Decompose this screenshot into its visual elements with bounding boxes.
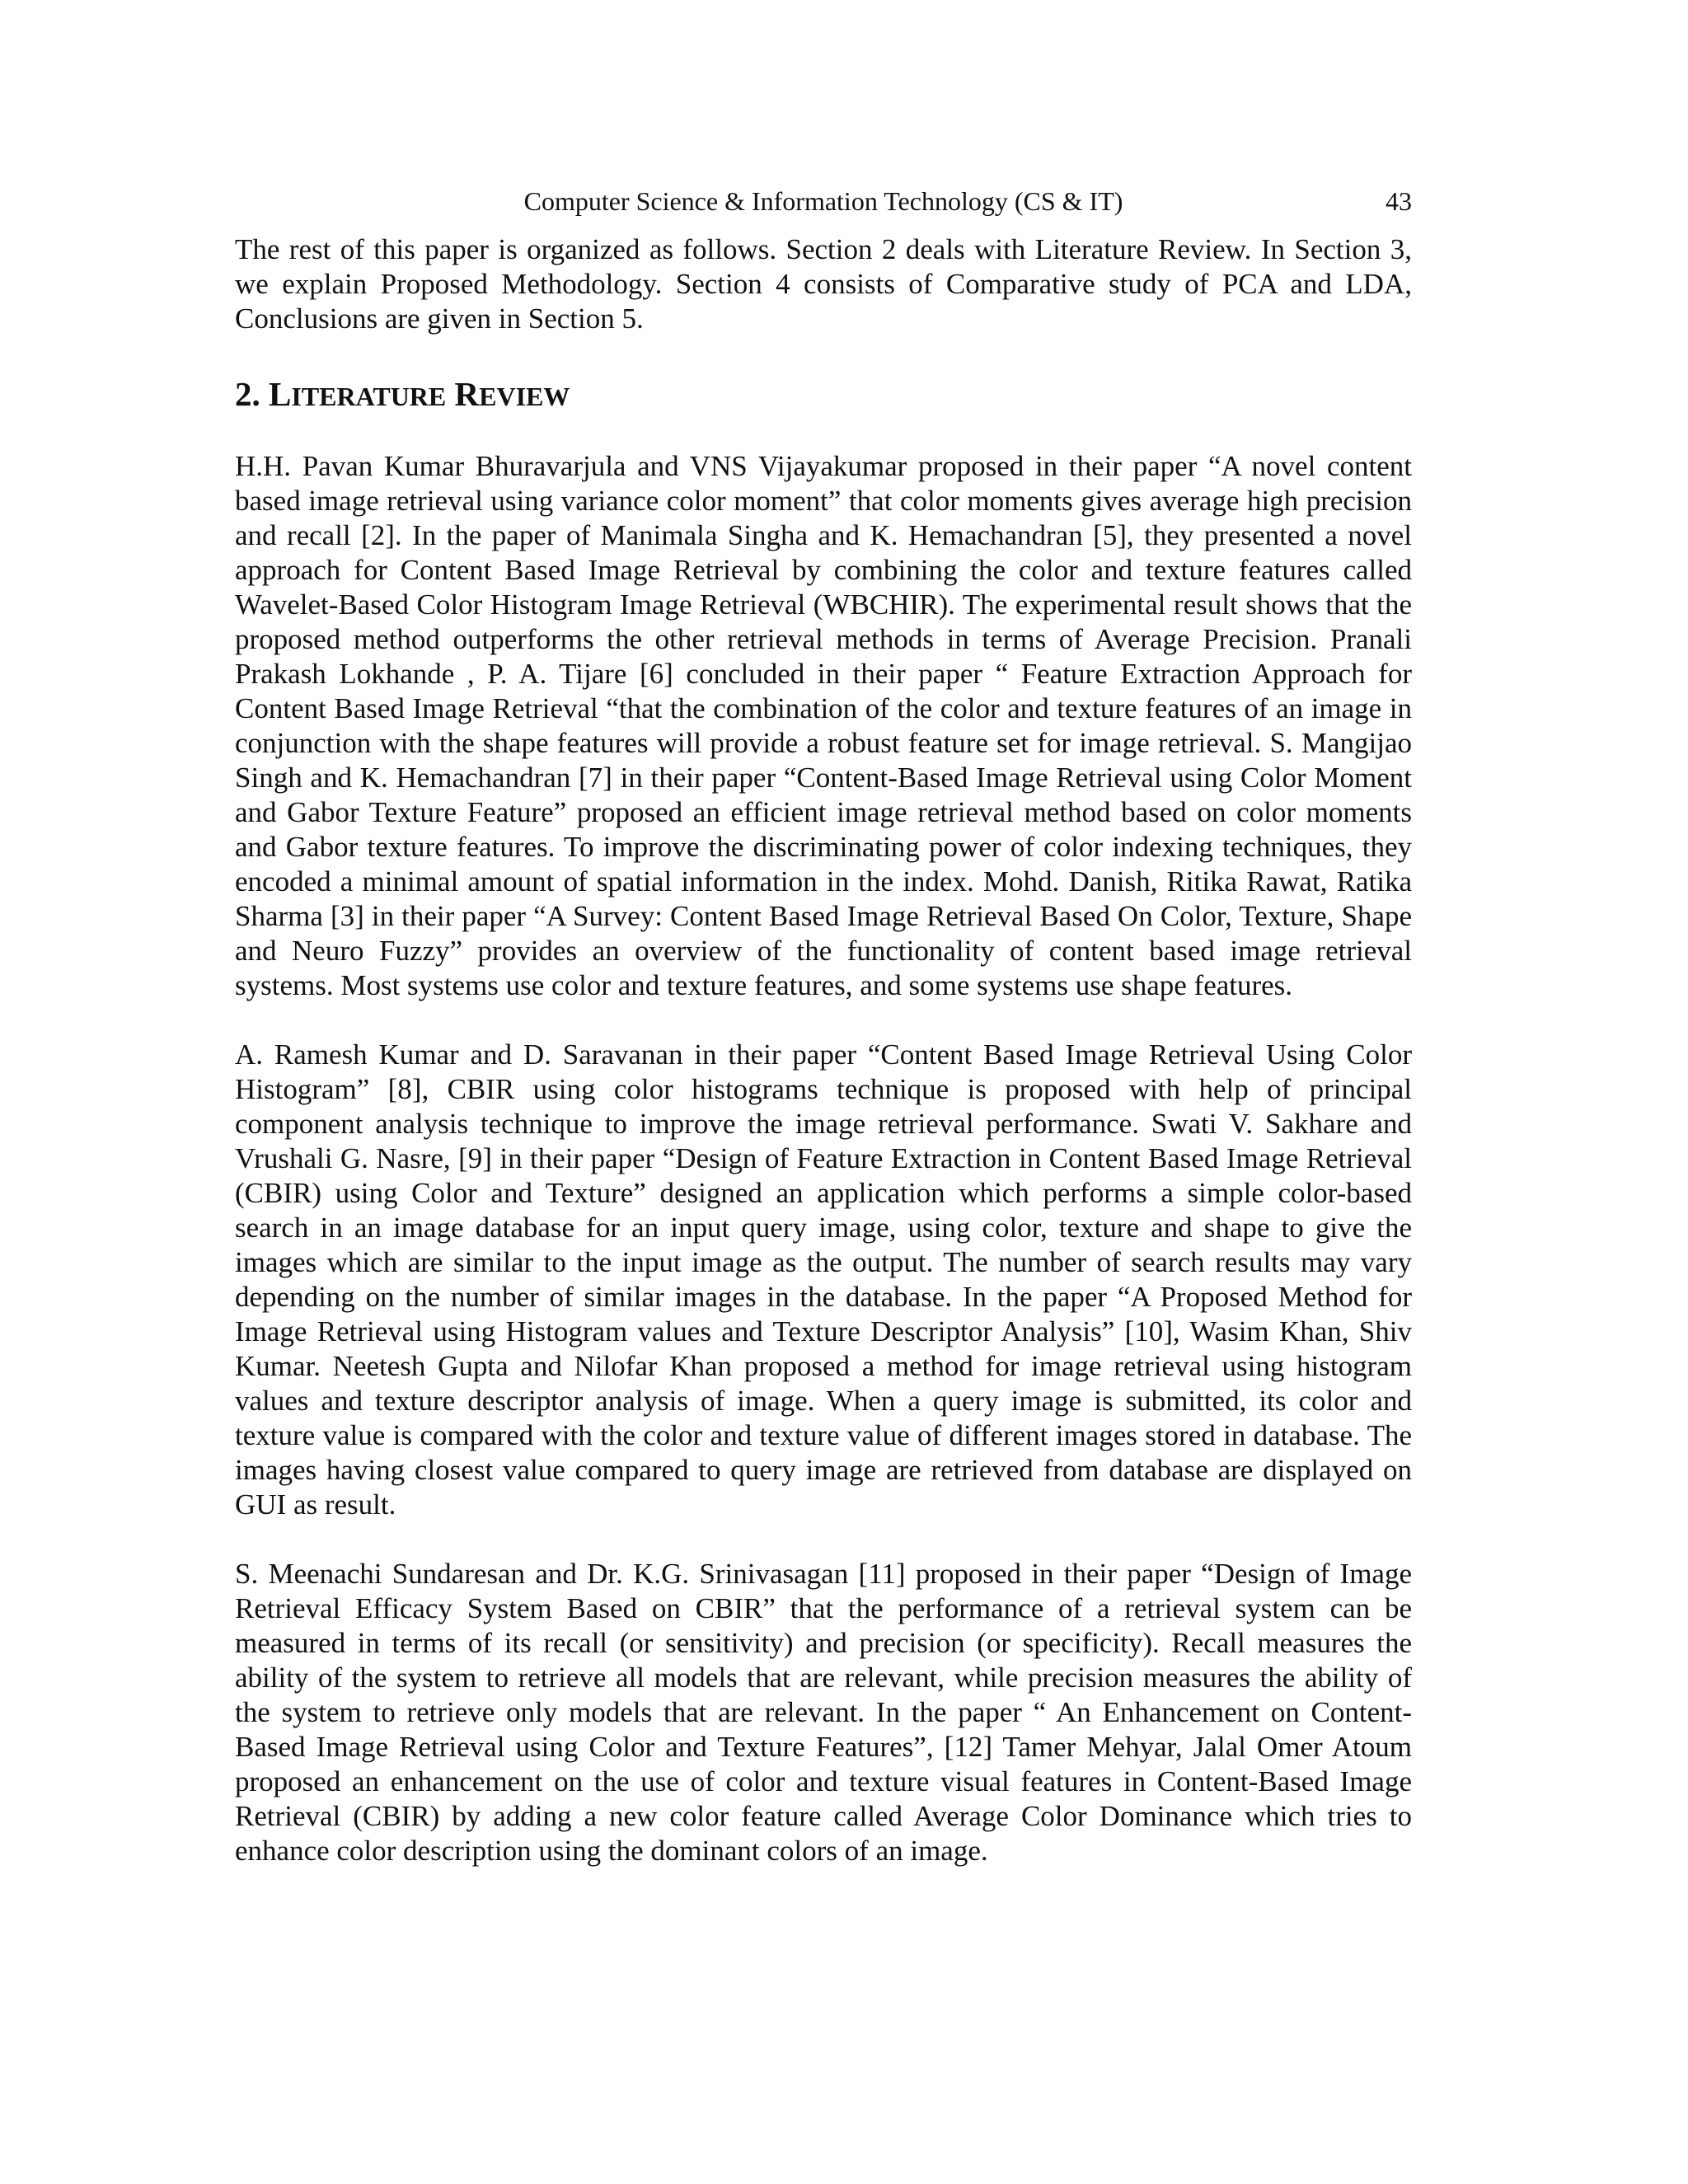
paragraph-literature-3: S. Meenachi Sundaresan and Dr. K.G. Srinivasagan [11] proposed in their paper “Design of Image Retrieval Efficacy System Based on CBIR” that the performance of a retrieval system can be measured in terms of its recall (or sensitivity) and precision (or specificity). Recall measures the ability of the system to retrieve all models that are relevant, while precision measures the ability of the system to retrieve only models that are relevant. In the paper “ An Enhancement on Content-Based Image Retrieval using Color and Texture Features”, [12] Tamer Mehyar, Jalal Omer Atoum proposed an enhancement on the use of color and texture visual features in Content-Based Image Retrieval (CBIR) by adding a new color feature called Average Color Dominance which tries to enhance color description using the dominant colors of an image. bbox=[235, 1558, 1412, 1867]
page-number: 43 bbox=[1386, 186, 1412, 216]
section-number: 2. bbox=[235, 375, 260, 413]
section-title-rest-2: EVIEW bbox=[479, 382, 570, 411]
journal-title: Computer Science & Information Technology (CS & IT) bbox=[523, 186, 1123, 216]
body-text bbox=[235, 232, 1412, 1868]
paragraph-literature-2: A. Ramesh Kumar and D. Saravanan in their paper “Content Based Image Retrieval Using Color Histogram” [8], CBIR using color histograms technique is proposed with help of principal component analysis technique to improve the image retrieval performance. Swati V. Sakhare and Vrushali G. Nasre, [9] in their paper “Design of Feature Extraction in Content Based Image Retrieval (CBIR) using Color and Texture” designed an application which performs a simple color-based search in an image database for an input query image, using color, texture and shape to give the images which are similar to the input image as the output. The number of search results may vary depending on the number of similar images in the database. In the paper “A Proposed Method for Image Retrieval using Histogram values and Texture Descriptor Analysis” [10], Wasim Khan, Shiv Kumar. Neetesh Gupta and Nilofar Khan proposed a method for image retrieval using histogram values and texture descriptor analysis of image. When a query image is submitted, its color and texture value is compared with the color and texture value of different images stored in database. The images having closest value compared to query image are retrieved from database are displayed on GUI as result. bbox=[235, 1038, 1412, 1521]
section-title-letter-2: R bbox=[454, 375, 480, 413]
section-title-rest-1: ITERATURE bbox=[291, 382, 447, 411]
section-heading bbox=[235, 373, 1412, 418]
section-title-letter-1: L bbox=[269, 375, 292, 413]
intro-paragraph: The rest of this paper is organized as follows. Section 2 deals with Literature Review. In Section 3, we explain Proposed Methodology. Section 4 consists of Comparative study of PCA and LDA, Conclusions are given in Section 5. bbox=[235, 233, 1412, 335]
running-header bbox=[235, 183, 1412, 219]
paragraph-literature-1: H.H. Pavan Kumar Bhuravarjula and VNS Vijayakumar proposed in their paper “A novel content based image retrieval using variance color moment” that color moments gives average high precision and recall [2]. In the paper of Manimala Singha and K. Hemachandran [5], they presented a novel approach for Content Based Image Retrieval by combining the color and texture features called Wavelet-Based Color Histogram Image Retrieval (WBCHIR). The experimental result shows that the proposed method outperforms the other retrieval methods in terms of Average Precision. Pranali Prakash Lokhande , P. A. Tijare [6] concluded in their paper “ Feature Extraction Approach for Content Based Image Retrieval “that the combination of the color and texture features of an image in conjunction with the shape features will provide a robust feature set for image retrieval. S. Mangijao Singh and K. Hemachandran [7] in their paper “Content-Based Image Retrieval using Color Moment and Gabor Texture Feature” proposed an efficient image retrieval method based on color moments and Gabor texture features. To improve the discriminating power of color indexing techniques, they encoded a minimal amount of spatial information in the index. Mohd. Danish, Ritika Rawat, Ratika Sharma [3] in their paper “A Survey: Content Based Image Retrieval Based On Color, Texture, Shape and Neuro Fuzzy” provides an overview of the functionality of content based image retrieval systems. Most systems use color and texture features, and some systems use shape features. bbox=[235, 450, 1412, 1001]
